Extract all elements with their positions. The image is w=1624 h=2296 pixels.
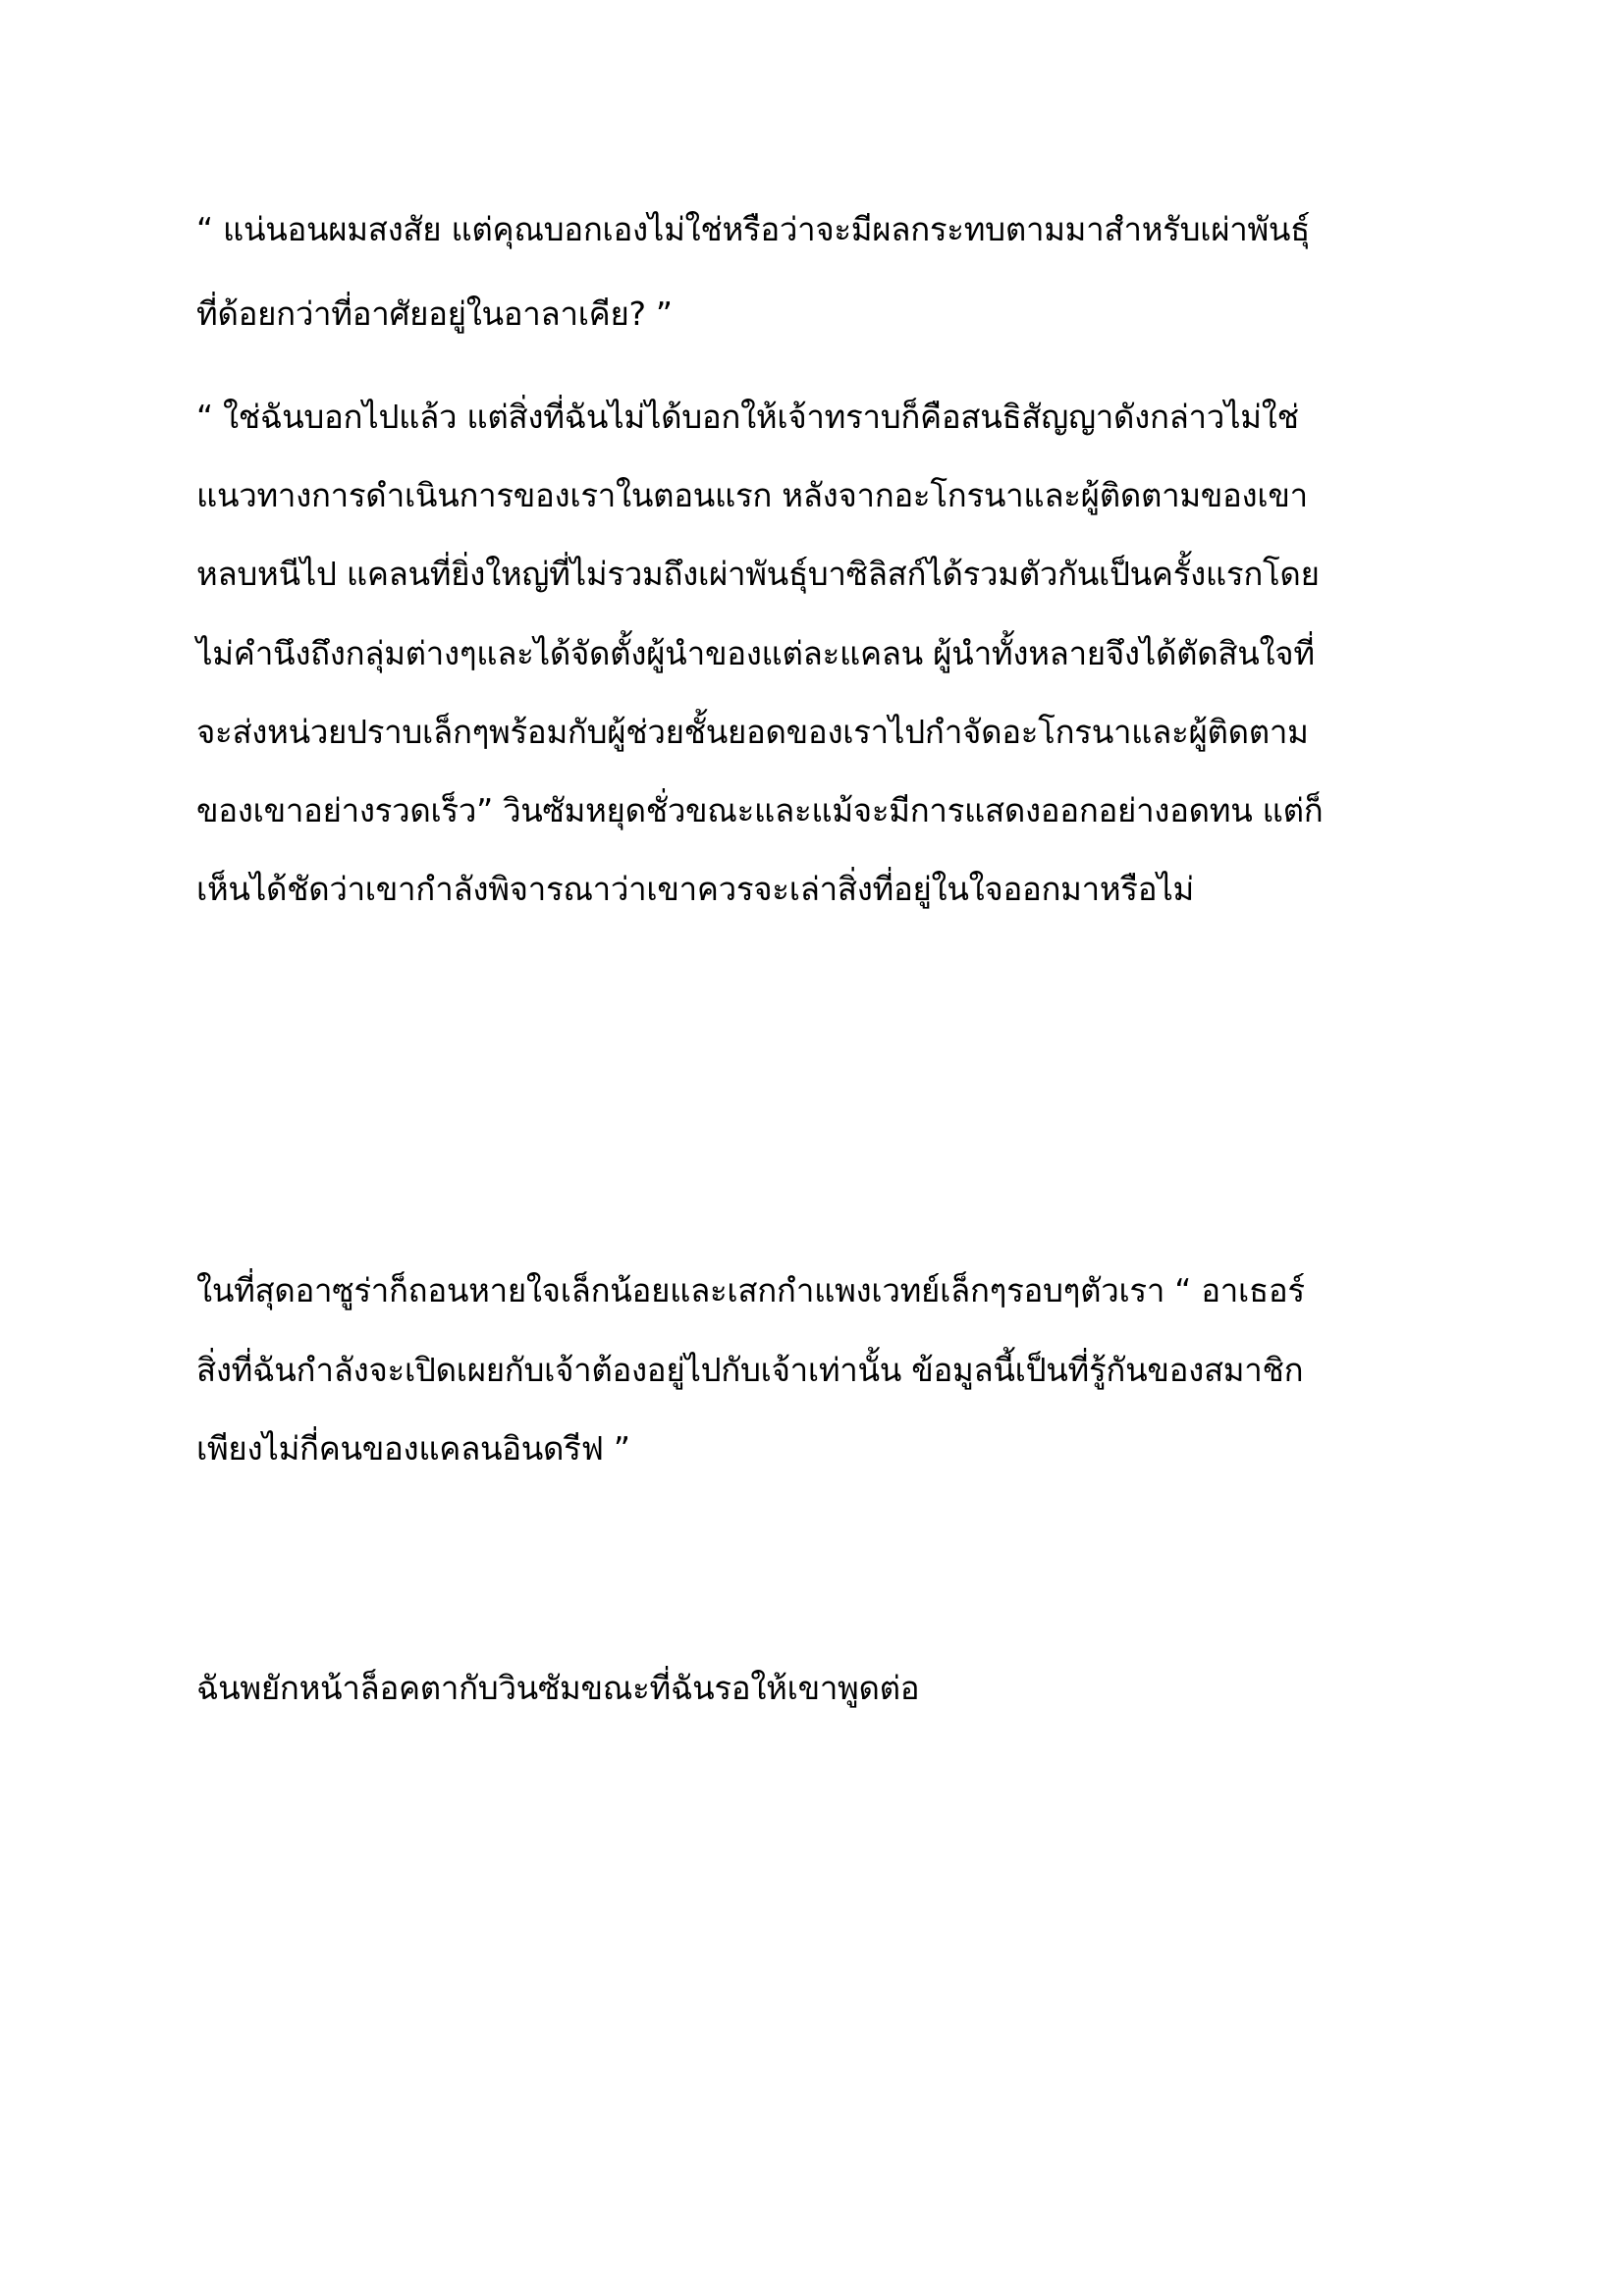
text-line: “ ใช่ฉันบอกไปแล้ว แต่สิ่งที่ฉันไม่ได้บอกให้เจ้าทราบก็คือสนธิสัญญาดังกล่าวไม่ใช่ <box>196 398 1299 436</box>
text-line: ที่ด้อยกว่าที่อาศัยอยู่ในอาลาเคีย? ” <box>196 294 673 333</box>
text-line: ไม่คำนึงถึงกลุ่มต่างๆและได้จัดตั้งผู้นำของแต่ละแคลน ผู้นำทั้งหลายจึงได้ตัดสินใจที่ <box>196 634 1315 672</box>
text-line: ฉันพยักหน้าล็อคตากับวินซัมขณะที่ฉันรอให้เขาพูดต่อ <box>196 1669 920 1707</box>
text-line: หลบหนีไป แคลนที่ยิ่งใหญ่ที่ไม่รวมถึงเผ่าพันธุ์บาซิลิสก์ได้รวมตัวกันเป็นครั้งแรกโดย <box>196 555 1320 593</box>
text-line: สิ่งที่ฉันกำลังจะเปิดเผยกับเจ้าต้องอยู่ไปกับเจ้าเท่านั้น ข้อมูลนี้เป็นที่รู้กันของสมาชิก <box>196 1351 1304 1389</box>
text-line: จะส่งหน่วยปราบเล็กๆพร้อมกับผู้ช่วยชั้นยอดของเราไปกำจัดอะโกรนาและผู้ติดตาม <box>196 713 1309 751</box>
text-line: “ แน่นอนผมสงสัย แต่คุณบอกเองไม่ใช่หรือว่าจะมีผลกระทบตามมาสำหรับเผ่าพันธุ์ <box>196 210 1311 248</box>
text-line: ของเขาอย่างรวดเร็ว” วินซัมหยุดชั่วขณะและแม้จะมีการแสดงออกอย่างอดทน แต่ก็ <box>196 791 1324 829</box>
text-line: ในที่สุดอาซูร่าก็ถอนหายใจเล็กน้อยและเสกกำแพงเวทย์เล็กๆรอบๆตัวเรา “ อาเธอร์ <box>196 1271 1305 1309</box>
text-line: แนวทางการดำเนินการของเราในตอนแรก หลังจากอะโกรนาและผู้ติดตามของเขา <box>196 476 1308 514</box>
text-line: เพียงไม่กี่คนของแคลนอินดรีฟ ” <box>196 1429 630 1468</box>
text-line: เห็นได้ชัดว่าเขากำลังพิจารณาว่าเขาควรจะเล่าสิ่งที่อยู่ในใจออกมาหรือไม่ <box>196 870 1194 908</box>
